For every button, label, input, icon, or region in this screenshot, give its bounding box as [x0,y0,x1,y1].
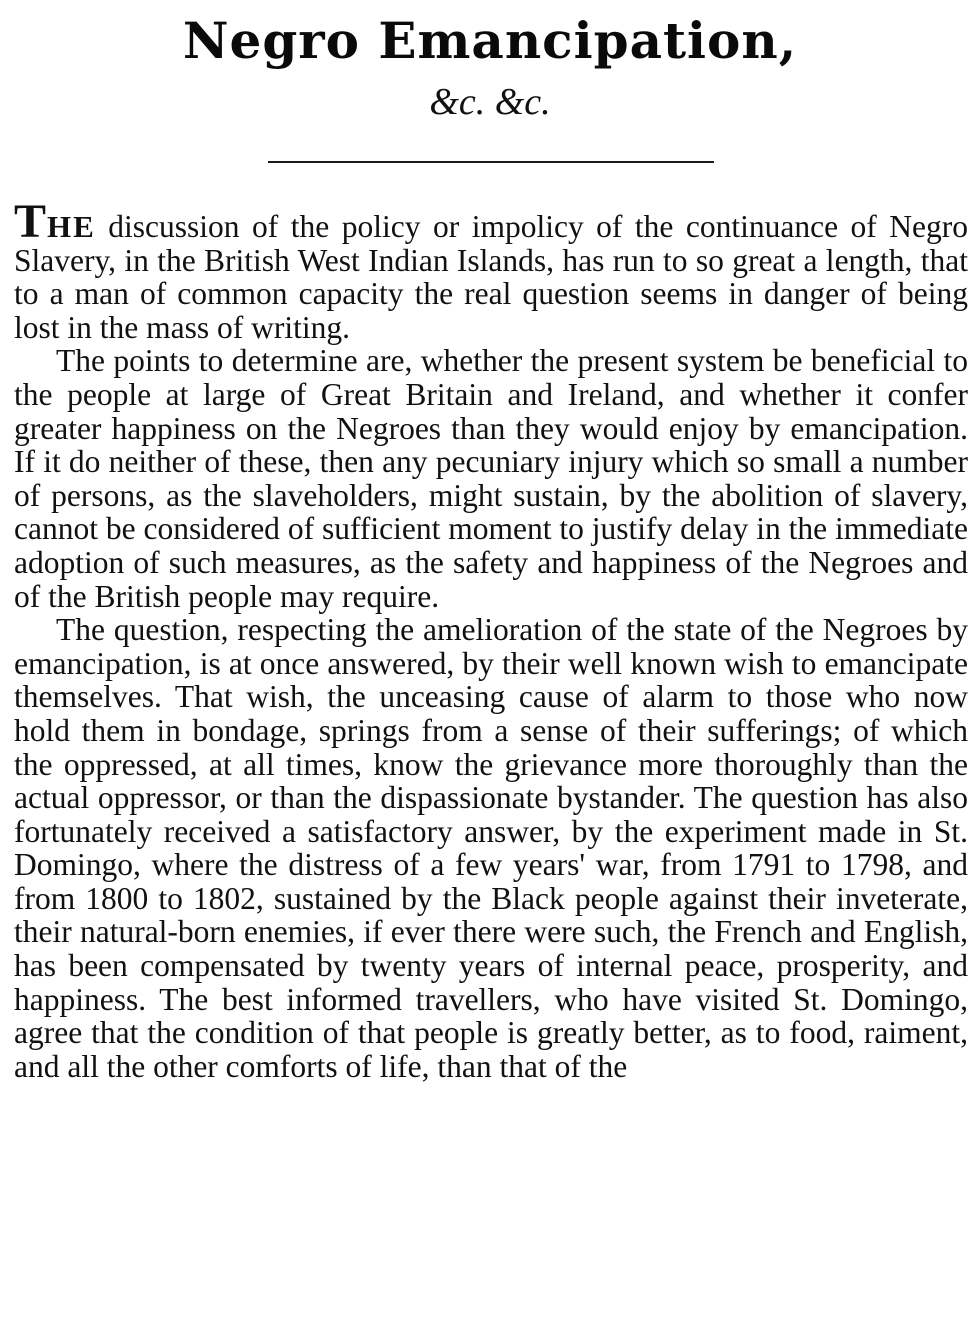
document-subtitle: &c. &c. [429,81,551,123]
paragraph-2: The points to determine are, whether the present system be beneficial to the people at large of Great Britain and Ireland, and whether it confer greater happiness on the Negroes than they would enjoy by emancipation. If it do neither of these, then any pecuniary injury which so small a number of persons, as the slaveholders, might sustain, by the abolition of slavery, cannot be considered of sufficient moment to justify delay in the immediate adoption of such measures, as the safety and happiness of the Negroes and of the British people may require. [14,343,968,614]
paragraph-1 [14,195,968,345]
opening-small-caps: HE [47,209,96,244]
document-title: Negro Emancipation, [182,11,798,70]
title-divider [268,161,714,163]
body-text [14,195,968,1084]
paragraph-3: The question, respecting the amelioration of the state of the Negroes by emancipation, is at once answered, by their well known wish to emancipate themselves. That wish, the unceasing cause of alarm to those who now hold them in bondage, springs from a sense of their sufferings; of which the oppressed, at all times, know the grievance more thoroughly than the actual oppressor, or than the dispassionate bystander. The question has also fortunately received a satisfactory answer, by the experiment made in St. Domingo, where the distress of a few years' war, from 1791 to 1798, and from 1800 to 1802, sustained by the Black people against their inveterate, their natural-born enemies, if ever there were such, the French and English, has been compensated by twenty years of internal peace, prosperity, and happiness. The best informed travellers, who have visited St. Domingo, agree that the condition of that people is greatly better, as to food, raiment, and all the other comforts of life, than that of the [14,612,968,1084]
paragraph-1-text: discussion of the policy or impolicy of the continuance of Negro Slavery, in the British West Indian Islands, has run to so great a length, that to a man of common capacity the real question seems in danger of being lost in the mass of writing. [14,209,968,345]
drop-cap: T [14,195,48,248]
